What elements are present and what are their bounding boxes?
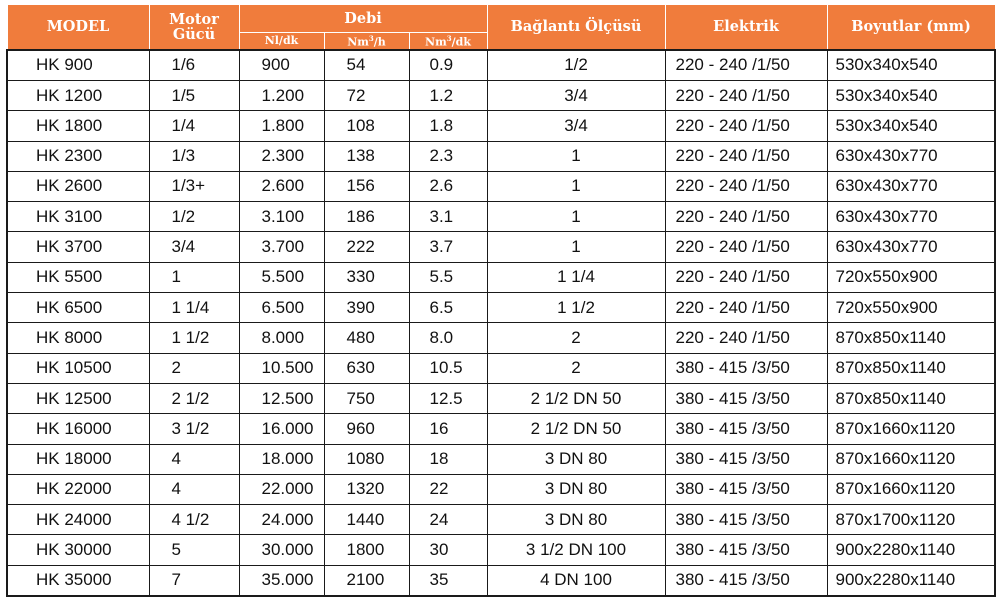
cell-dimensions: 630x430x770 bbox=[827, 232, 995, 262]
cell-flow-nm3-h: 960 bbox=[324, 414, 409, 444]
cell-flow-nm3-h: 54 bbox=[324, 50, 409, 81]
cell-connection-size: 2 bbox=[487, 323, 665, 353]
cell-flow-nm3-h: 222 bbox=[324, 232, 409, 262]
cell-motor-power: 1 bbox=[149, 262, 239, 292]
cell-dimensions: 870x1660x1120 bbox=[827, 474, 995, 504]
cell-motor-power: 2 1/2 bbox=[149, 383, 239, 413]
cell-flow-nm3-h: 630 bbox=[324, 353, 409, 383]
cell-flow-nm3-dk: 2.6 bbox=[409, 171, 487, 201]
cell-electric: 220 - 240 /1/50 bbox=[665, 50, 827, 81]
cell-flow-nl-dk: 1.800 bbox=[239, 111, 324, 141]
cell-connection-size: 1/2 bbox=[487, 50, 665, 81]
table-row bbox=[7, 141, 995, 171]
cell-model: HK 35000 bbox=[7, 565, 149, 596]
cell-connection-size: 1 1/4 bbox=[487, 262, 665, 292]
cell-connection-size: 1 1/2 bbox=[487, 293, 665, 323]
cell-flow-nm3-dk: 35 bbox=[409, 565, 487, 596]
col-header-baglanti: Bağlantı Ölçüsü bbox=[487, 5, 665, 50]
cell-connection-size: 3/4 bbox=[487, 111, 665, 141]
cell-connection-size: 2 bbox=[487, 353, 665, 383]
table-row bbox=[7, 293, 995, 323]
cell-model: HK 1800 bbox=[7, 111, 149, 141]
cell-connection-size: 3 1/2 DN 100 bbox=[487, 535, 665, 565]
cell-flow-nm3-h: 1800 bbox=[324, 535, 409, 565]
cell-dimensions: 720x550x900 bbox=[827, 262, 995, 292]
cell-flow-nl-dk: 3.100 bbox=[239, 202, 324, 232]
cell-dimensions: 870x1660x1120 bbox=[827, 414, 995, 444]
cell-flow-nm3-h: 1320 bbox=[324, 474, 409, 504]
table-row bbox=[7, 535, 995, 565]
cell-dimensions: 870x1700x1120 bbox=[827, 505, 995, 535]
cell-dimensions: 530x340x540 bbox=[827, 50, 995, 81]
cell-electric: 220 - 240 /1/50 bbox=[665, 293, 827, 323]
cell-dimensions: 900x2280x1140 bbox=[827, 565, 995, 596]
cell-flow-nl-dk: 10.500 bbox=[239, 353, 324, 383]
cell-connection-size: 3 DN 80 bbox=[487, 474, 665, 504]
cell-motor-power: 3/4 bbox=[149, 232, 239, 262]
table-header bbox=[7, 5, 995, 50]
cell-flow-nl-dk: 22.000 bbox=[239, 474, 324, 504]
table-row bbox=[7, 80, 995, 110]
cell-flow-nm3-dk: 10.5 bbox=[409, 353, 487, 383]
col-header-nm3-dk: Nm$^3$/dk bbox=[409, 33, 487, 50]
cell-flow-nm3-h: 156 bbox=[324, 171, 409, 201]
cell-flow-nm3-dk: 18 bbox=[409, 444, 487, 474]
table-row bbox=[7, 383, 995, 413]
cell-dimensions: 630x430x770 bbox=[827, 141, 995, 171]
cell-model: HK 12500 bbox=[7, 383, 149, 413]
cell-flow-nm3-dk: 0.9 bbox=[409, 50, 487, 81]
cell-flow-nl-dk: 24.000 bbox=[239, 505, 324, 535]
cell-dimensions: 870x850x1140 bbox=[827, 383, 995, 413]
cell-model: HK 24000 bbox=[7, 505, 149, 535]
cell-dimensions: 630x430x770 bbox=[827, 202, 995, 232]
table-row bbox=[7, 444, 995, 474]
cell-flow-nm3-h: 750 bbox=[324, 383, 409, 413]
cell-flow-nl-dk: 3.700 bbox=[239, 232, 324, 262]
cell-motor-power: 4 bbox=[149, 474, 239, 504]
cell-connection-size: 3/4 bbox=[487, 80, 665, 110]
cell-flow-nm3-h: 1440 bbox=[324, 505, 409, 535]
cell-model: HK 3700 bbox=[7, 232, 149, 262]
cell-electric: 220 - 240 /1/50 bbox=[665, 171, 827, 201]
cell-motor-power: 1/5 bbox=[149, 80, 239, 110]
table-row bbox=[7, 50, 995, 81]
cell-motor-power: 1 1/2 bbox=[149, 323, 239, 353]
table-row bbox=[7, 262, 995, 292]
cell-flow-nl-dk: 2.300 bbox=[239, 141, 324, 171]
cell-connection-size: 2 1/2 DN 50 bbox=[487, 383, 665, 413]
cell-flow-nm3-h: 72 bbox=[324, 80, 409, 110]
cell-electric: 380 - 415 /3/50 bbox=[665, 414, 827, 444]
cell-flow-nm3-h: 1080 bbox=[324, 444, 409, 474]
cell-flow-nm3-h: 186 bbox=[324, 202, 409, 232]
cell-electric: 220 - 240 /1/50 bbox=[665, 323, 827, 353]
cell-model: HK 2300 bbox=[7, 141, 149, 171]
cell-dimensions: 870x850x1140 bbox=[827, 323, 995, 353]
cell-dimensions: 630x430x770 bbox=[827, 171, 995, 201]
cell-electric: 220 - 240 /1/50 bbox=[665, 232, 827, 262]
cell-model: HK 16000 bbox=[7, 414, 149, 444]
motor-label-line2: Gücü bbox=[172, 25, 216, 43]
cell-electric: 220 - 240 /1/50 bbox=[665, 262, 827, 292]
cell-dimensions: 870x1660x1120 bbox=[827, 444, 995, 474]
cell-flow-nm3-h: 108 bbox=[324, 111, 409, 141]
cell-connection-size: 4 DN 100 bbox=[487, 565, 665, 596]
cell-flow-nm3-dk: 22 bbox=[409, 474, 487, 504]
cell-flow-nm3-dk: 12.5 bbox=[409, 383, 487, 413]
cell-flow-nm3-dk: 6.5 bbox=[409, 293, 487, 323]
table-row bbox=[7, 505, 995, 535]
cell-motor-power: 4 1/2 bbox=[149, 505, 239, 535]
table-row bbox=[7, 414, 995, 444]
cell-motor-power: 1 1/4 bbox=[149, 293, 239, 323]
cell-electric: 380 - 415 /3/50 bbox=[665, 444, 827, 474]
cell-model: HK 6500 bbox=[7, 293, 149, 323]
cell-flow-nm3-h: 480 bbox=[324, 323, 409, 353]
cell-flow-nm3-h: 2100 bbox=[324, 565, 409, 596]
table-row bbox=[7, 171, 995, 201]
cell-flow-nm3-dk: 30 bbox=[409, 535, 487, 565]
cell-connection-size: 1 bbox=[487, 141, 665, 171]
motor-label-line1: Motor bbox=[169, 10, 219, 28]
cell-motor-power: 1/3 bbox=[149, 141, 239, 171]
cell-model: HK 1200 bbox=[7, 80, 149, 110]
cell-flow-nm3-dk: 3.7 bbox=[409, 232, 487, 262]
col-header-nm3-h: Nm$^3$/h bbox=[324, 33, 409, 50]
cell-electric: 380 - 415 /3/50 bbox=[665, 565, 827, 596]
table-row bbox=[7, 202, 995, 232]
cell-model: HK 3100 bbox=[7, 202, 149, 232]
cell-flow-nm3-dk: 16 bbox=[409, 414, 487, 444]
table-body bbox=[7, 50, 995, 596]
cell-connection-size: 2 1/2 DN 50 bbox=[487, 414, 665, 444]
cell-electric: 380 - 415 /3/50 bbox=[665, 474, 827, 504]
table-row bbox=[7, 232, 995, 262]
cell-flow-nl-dk: 2.600 bbox=[239, 171, 324, 201]
table-row bbox=[7, 323, 995, 353]
cell-electric: 380 - 415 /3/50 bbox=[665, 505, 827, 535]
cell-flow-nl-dk: 30.000 bbox=[239, 535, 324, 565]
cell-flow-nm3-dk: 8.0 bbox=[409, 323, 487, 353]
col-header-debi: Debi bbox=[239, 5, 487, 33]
cell-model: HK 22000 bbox=[7, 474, 149, 504]
cell-model: HK 18000 bbox=[7, 444, 149, 474]
cell-flow-nl-dk: 35.000 bbox=[239, 565, 324, 596]
cell-electric: 220 - 240 /1/50 bbox=[665, 202, 827, 232]
cell-dimensions: 530x340x540 bbox=[827, 111, 995, 141]
col-header-model: MODEL bbox=[7, 5, 149, 50]
cell-motor-power: 1/4 bbox=[149, 111, 239, 141]
cell-motor-power: 3 1/2 bbox=[149, 414, 239, 444]
cell-motor-power: 1/2 bbox=[149, 202, 239, 232]
table-row bbox=[7, 353, 995, 383]
cell-model: HK 2600 bbox=[7, 171, 149, 201]
cell-motor-power: 1/3+ bbox=[149, 171, 239, 201]
cell-flow-nl-dk: 5.500 bbox=[239, 262, 324, 292]
cell-flow-nm3-dk: 5.5 bbox=[409, 262, 487, 292]
col-header-elektrik: Elektrik bbox=[665, 5, 827, 50]
cell-dimensions: 720x550x900 bbox=[827, 293, 995, 323]
cell-model: HK 8000 bbox=[7, 323, 149, 353]
cell-connection-size: 3 DN 80 bbox=[487, 444, 665, 474]
cell-electric: 220 - 240 /1/50 bbox=[665, 80, 827, 110]
table-row bbox=[7, 111, 995, 141]
col-header-motor bbox=[149, 5, 239, 50]
cell-connection-size: 1 bbox=[487, 232, 665, 262]
spec-table bbox=[6, 5, 996, 597]
cell-connection-size: 1 bbox=[487, 171, 665, 201]
cell-electric: 380 - 415 /3/50 bbox=[665, 383, 827, 413]
cell-connection-size: 1 bbox=[487, 202, 665, 232]
cell-dimensions: 870x850x1140 bbox=[827, 353, 995, 383]
cell-electric: 380 - 415 /3/50 bbox=[665, 535, 827, 565]
cell-flow-nl-dk: 8.000 bbox=[239, 323, 324, 353]
cell-model: HK 900 bbox=[7, 50, 149, 81]
cell-flow-nl-dk: 12.500 bbox=[239, 383, 324, 413]
cell-flow-nl-dk: 18.000 bbox=[239, 444, 324, 474]
cell-flow-nm3-dk: 24 bbox=[409, 505, 487, 535]
cell-flow-nm3-dk: 2.3 bbox=[409, 141, 487, 171]
cell-dimensions: 530x340x540 bbox=[827, 80, 995, 110]
cell-connection-size: 3 DN 80 bbox=[487, 505, 665, 535]
col-header-boyutlar: Boyutlar (mm) bbox=[827, 5, 995, 50]
cell-flow-nl-dk: 6.500 bbox=[239, 293, 324, 323]
cell-motor-power: 4 bbox=[149, 444, 239, 474]
cell-flow-nl-dk: 1.200 bbox=[239, 80, 324, 110]
cell-motor-power: 1/6 bbox=[149, 50, 239, 81]
cell-electric: 220 - 240 /1/50 bbox=[665, 111, 827, 141]
cell-electric: 220 - 240 /1/50 bbox=[665, 141, 827, 171]
cell-flow-nm3-h: 330 bbox=[324, 262, 409, 292]
cell-flow-nl-dk: 16.000 bbox=[239, 414, 324, 444]
cell-motor-power: 2 bbox=[149, 353, 239, 383]
cell-electric: 380 - 415 /3/50 bbox=[665, 353, 827, 383]
cell-model: HK 10500 bbox=[7, 353, 149, 383]
col-header-nl-dk: Nl/dk bbox=[239, 33, 324, 50]
table-row bbox=[7, 474, 995, 504]
cell-motor-power: 5 bbox=[149, 535, 239, 565]
cell-flow-nm3-dk: 1.2 bbox=[409, 80, 487, 110]
cell-flow-nm3-dk: 1.8 bbox=[409, 111, 487, 141]
cell-flow-nm3-h: 390 bbox=[324, 293, 409, 323]
cell-flow-nm3-dk: 3.1 bbox=[409, 202, 487, 232]
cell-model: HK 30000 bbox=[7, 535, 149, 565]
table-row bbox=[7, 565, 995, 596]
cell-motor-power: 7 bbox=[149, 565, 239, 596]
cell-flow-nl-dk: 900 bbox=[239, 50, 324, 81]
cell-dimensions: 900x2280x1140 bbox=[827, 535, 995, 565]
cell-model: HK 5500 bbox=[7, 262, 149, 292]
cell-flow-nm3-h: 138 bbox=[324, 141, 409, 171]
